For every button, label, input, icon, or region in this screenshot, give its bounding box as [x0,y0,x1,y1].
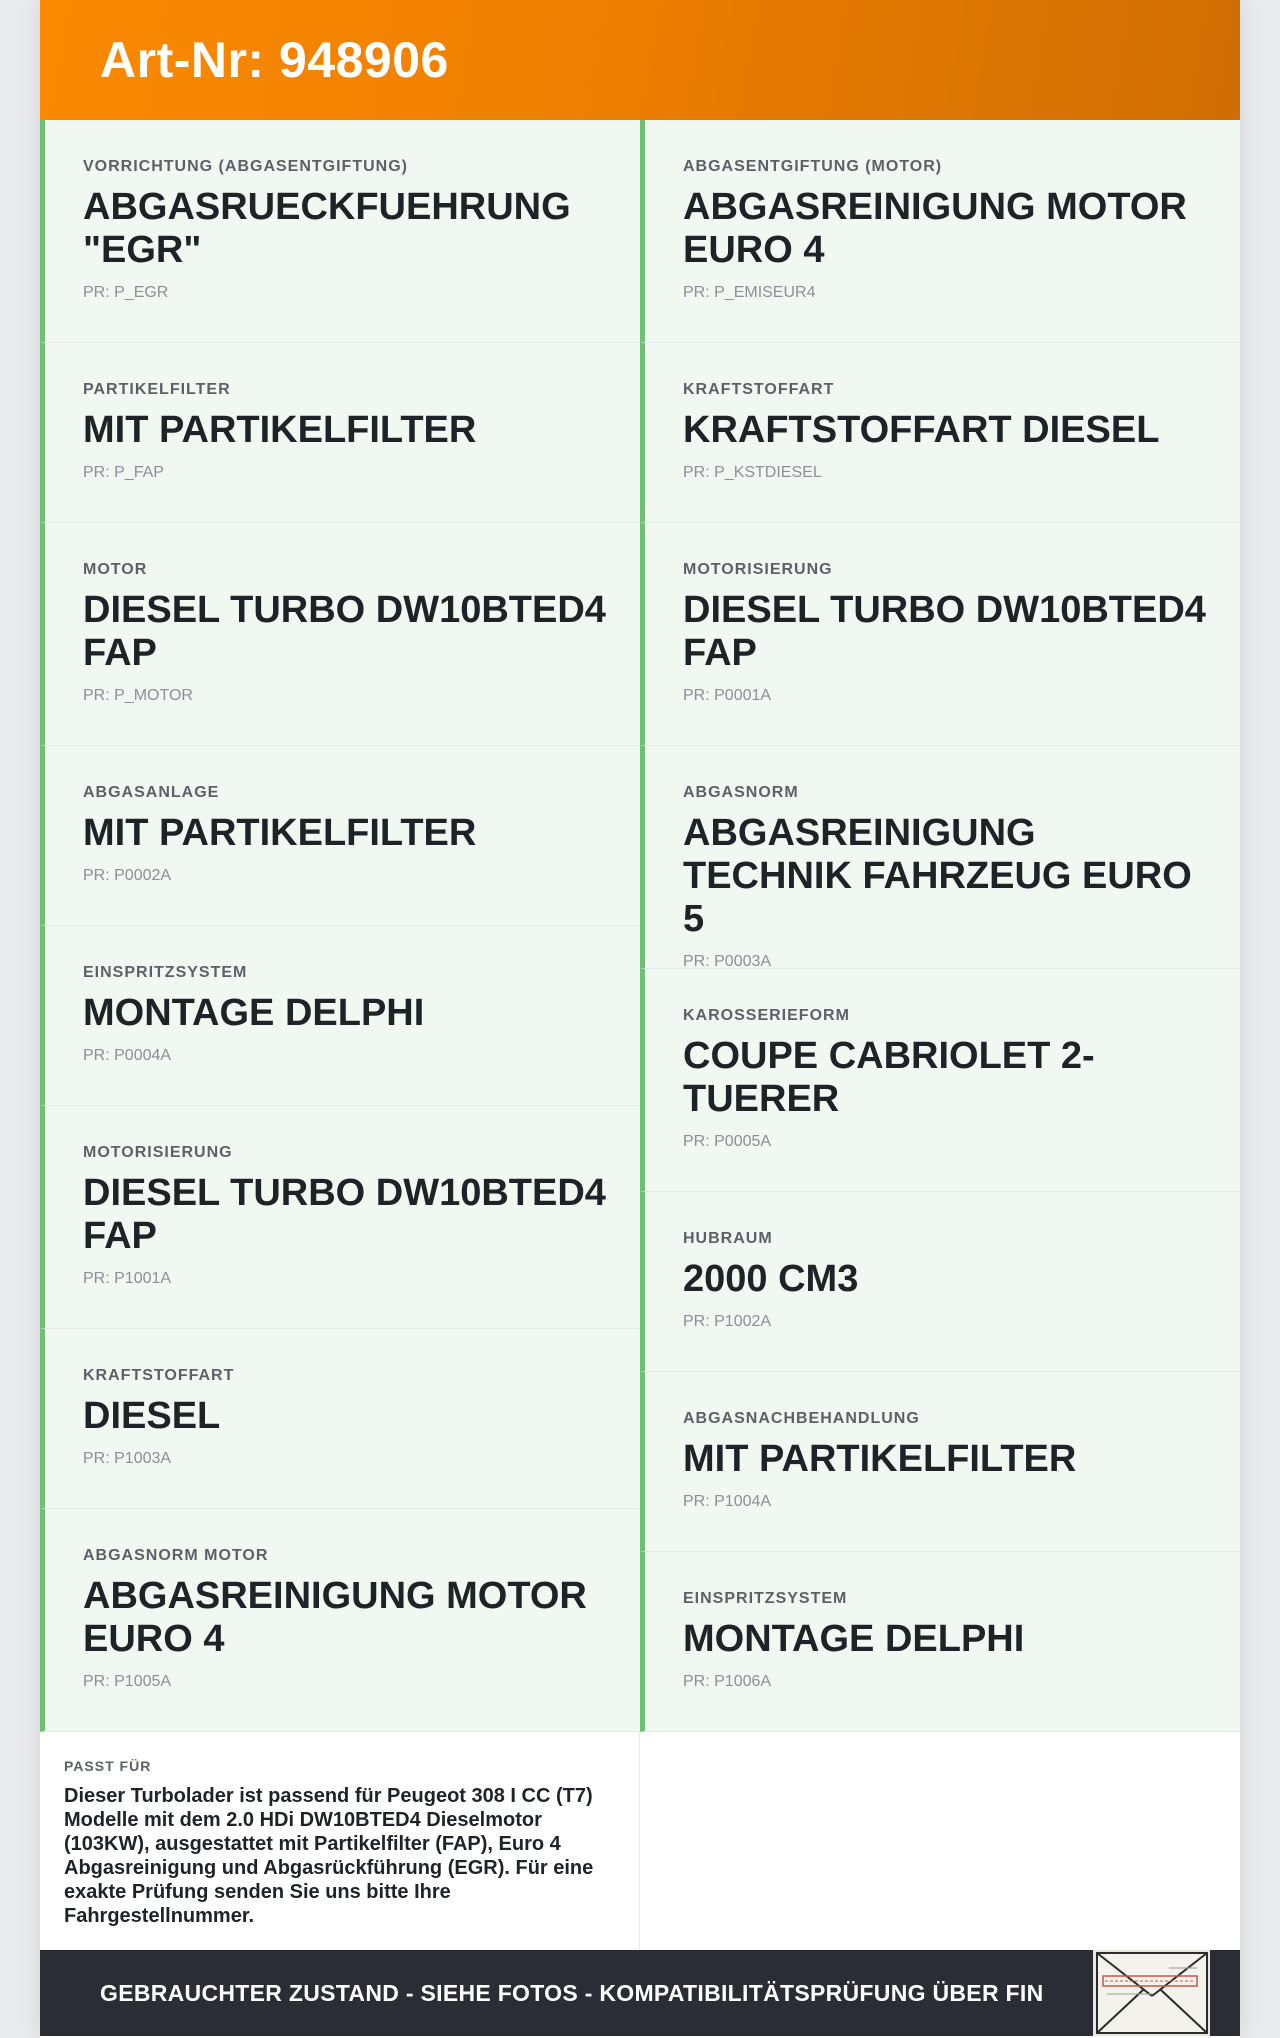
footer-bar [40,1950,1240,2036]
attribute-code: PR: P0002A [83,867,172,884]
attribute-category: KAROSSERIEFORM [683,1007,850,1024]
attribute-column-right [640,120,1240,1732]
attribute-cell [40,926,640,1106]
attribute-value: DIESEL TURBO DW10BTED4 FAP [83,589,606,674]
attribute-cell [640,120,1240,343]
condition-note: GEBRAUCHTER ZUSTAND - SIEHE FOTOS - KOMPATIBILITÄTSPRÜFUNG ÜBER FIN [100,1979,1044,2006]
attribute-category: KRAFTSTOFFART [83,1367,235,1384]
attribute-code: PR: P_KSTDIESEL [683,464,822,481]
attribute-cell [640,746,1240,969]
attribute-category: ABGASANLAGE [83,784,220,801]
attribute-code: PR: P1005A [83,1673,172,1690]
fitment-row [40,1732,1240,1950]
attribute-grid [40,120,1240,1732]
attribute-value: MIT PARTIKELFILTER [683,1438,1077,1480]
attribute-code: PR: P_MOTOR [83,687,193,704]
attribute-code: PR: P1004A [683,1493,772,1510]
attribute-cell [40,746,640,926]
attribute-value: ABGASRUECKFUEHRUNG "EGR" [83,186,571,271]
attribute-value: ABGASREINIGUNG TECHNIK FAHRZEUG EURO 5 [683,812,1192,940]
attribute-value: MONTAGE DELPHI [683,1618,1025,1660]
attribute-category: ABGASNACHBEHANDLUNG [683,1410,920,1427]
envelope-stamp-icon [1093,1950,1210,2036]
attribute-category: ABGASNORM MOTOR [83,1547,269,1564]
header-bar [40,0,1240,120]
attribute-cell [40,343,640,523]
attribute-category: KRAFTSTOFFART [683,381,835,398]
attribute-cell [640,523,1240,746]
attribute-category: PARTIKELFILTER [83,381,231,398]
attribute-code: PR: P_EMISEUR4 [683,284,816,301]
attribute-cell [640,1192,1240,1372]
attribute-value: ABGASREINIGUNG MOTOR EURO 4 [83,1575,587,1660]
attribute-value: DIESEL [83,1395,221,1437]
attribute-category: EINSPRITZSYSTEM [83,964,248,981]
fitment-box [40,1732,640,1950]
attribute-column-left [40,120,640,1732]
attribute-cell [640,969,1240,1192]
attribute-category: HUBRAUM [683,1230,773,1247]
attribute-cell [40,523,640,746]
attribute-code: PR: P0005A [683,1133,772,1150]
attribute-value: MIT PARTIKELFILTER [83,812,477,854]
attribute-value: KRAFTSTOFFART DIESEL [683,409,1160,451]
attribute-code: PR: P0003A [683,953,772,970]
attribute-value: MONTAGE DELPHI [83,992,425,1034]
attribute-code: PR: P1003A [83,1450,172,1467]
attribute-cell [640,1372,1240,1552]
attribute-value: 2000 CM3 [683,1258,859,1300]
attribute-code: PR: P1002A [683,1313,772,1330]
attribute-value: COUPE CABRIOLET 2-TUERER [683,1035,1095,1120]
attribute-category: ABGASNORM [683,784,799,801]
attribute-cell [40,1509,640,1732]
attribute-category: EINSPRITZSYSTEM [683,1590,848,1607]
attribute-cell [40,120,640,343]
fitment-label: PASST FÜR [64,1758,152,1774]
attribute-cell [40,1106,640,1329]
attribute-code: PR: P0001A [683,687,772,704]
attribute-code: PR: P_FAP [83,464,164,481]
fitment-text: Dieser Turbolader ist passend für Peugeot 308 I CC (T7) Modelle mit dem 2.0 HDi DW10BTED4 Dieselmotor (103KW), ausgestattet mit Partikelfilter (FAP), Euro 4 Abgasreinigung und Abgasrückführung (EGR). Für eine exakte Prüfung senden Sie uns bitte Ihre Fahrgestellnummer. [64,1785,594,1927]
attribute-code: PR: P1006A [683,1673,772,1690]
product-sheet [40,0,1240,2038]
attribute-category: ABGASENTGIFTUNG (MOTOR) [683,158,943,175]
attribute-cell [640,1552,1240,1732]
attribute-cell [40,1329,640,1509]
attribute-value: MIT PARTIKELFILTER [83,409,477,451]
attribute-value: ABGASREINIGUNG MOTOR EURO 4 [683,186,1187,271]
attribute-category: MOTORISIERUNG [683,561,833,578]
attribute-code: PR: P0004A [83,1047,172,1064]
attribute-code: PR: P_EGR [83,284,169,301]
article-number-title: Art-Nr: 948906 [100,32,449,88]
attribute-cell [640,343,1240,523]
attribute-category: VORRICHTUNG (ABGASENTGIFTUNG) [83,158,408,175]
attribute-category: MOTOR [83,561,148,578]
attribute-code: PR: P1001A [83,1270,172,1287]
attribute-category: MOTORISIERUNG [83,1144,233,1161]
attribute-value: DIESEL TURBO DW10BTED4 FAP [683,589,1206,674]
attribute-value: DIESEL TURBO DW10BTED4 FAP [83,1172,606,1257]
